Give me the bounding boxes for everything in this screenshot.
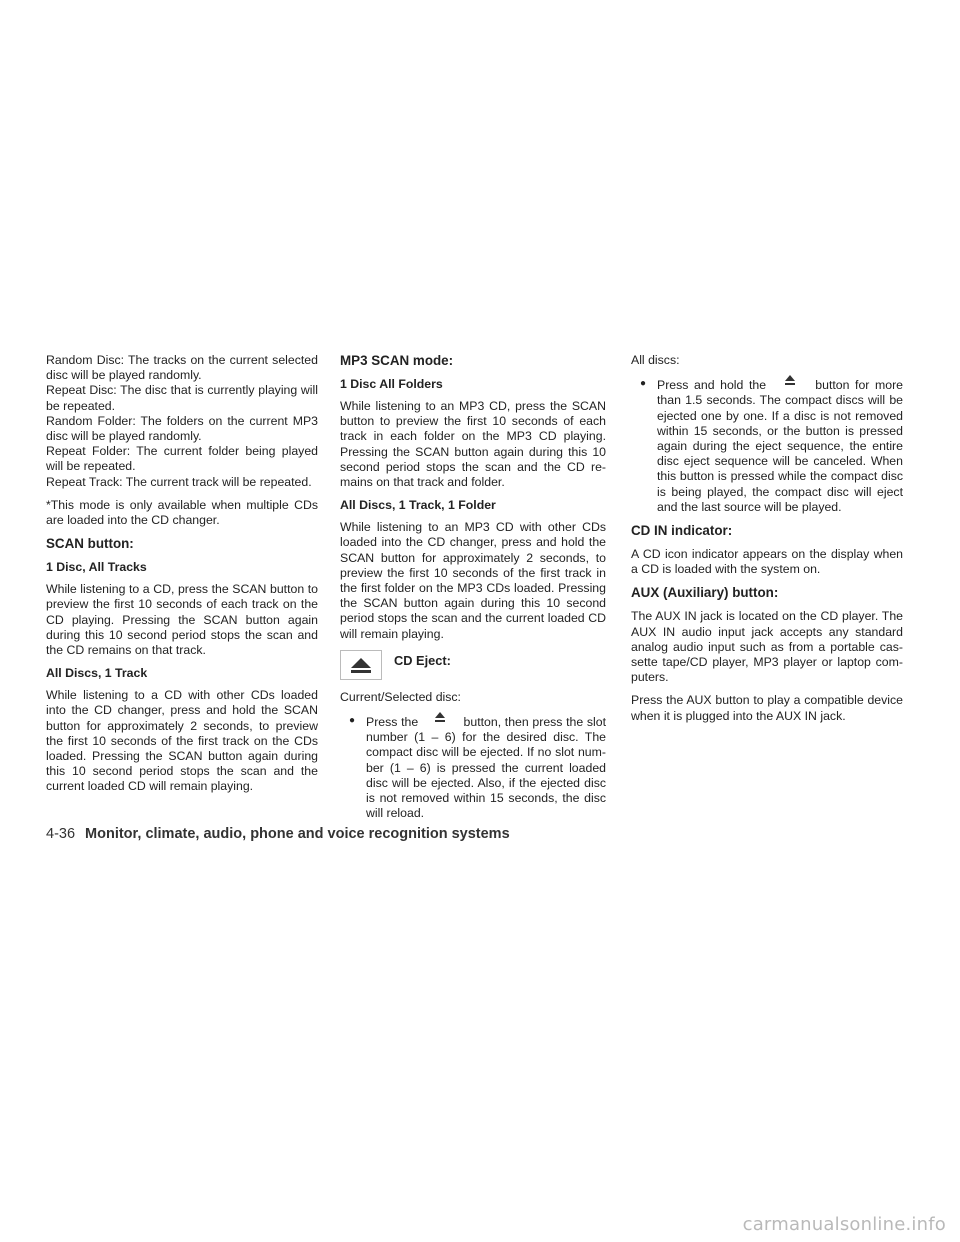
- all-discs-bullet: ● Press and hold the button for more than 1.5 seconds. The compact discs will be ejected one by one. If a disc is not removed within 15 seconds, or the button is pressed again during the eject sequence, the entire disc eject sequence will be canceled. When this button is pressed while the compact disc is being played, the compact disc will eject and the last source will be played.: [631, 376, 903, 515]
- cd-eject-title: CD Eject:: [394, 653, 451, 669]
- current-disc-label: Current/Selected disc:: [340, 689, 461, 704]
- random-disc-text: Random Disc: The tracks on the current selected disc will be played randomly.: [46, 353, 318, 383]
- current-disc-bullet: ● Press the button, then press the slot number (1 – 6) for the desired disc. The compact disc will be ejected. If no slot num- ber (1 – 6) is pressed the current loaded disc will be ejected. Also, if the ejected disc is not removed within 15 seconds, the disc will reload.: [340, 713, 606, 821]
- disc1-all-tracks-heading: 1 Disc, All Tracks: [46, 560, 147, 575]
- disc1-all-tracks-text: While listening to a CD, press the SCAN button to preview the first 10 seconds of each track on the CD playing. Pressing the SCAN button again during this 10 second period stops the scan and the CD remains on that track.: [46, 582, 318, 658]
- changer-note: *This mode is only available when multiple CDs are loaded into the CD changer.: [46, 497, 318, 528]
- section-title: Monitor, climate, audio, phone and voice recognition systems: [85, 826, 510, 842]
- repeat-track-text: Repeat Track: The current track will be repeated.: [46, 474, 312, 489]
- cd-in-indicator-heading: CD IN indicator:: [631, 523, 733, 539]
- aux-button-heading: AUX (Auxiliary) button:: [631, 585, 779, 601]
- column-3: [631, 353, 903, 732]
- disc1-all-folders-text: While listening to an MP3 CD, press the SCAN button to preview the first 10 seconds of each track in each folder on the MP3 CD playing. Pressing the SCAN button again during this 10 second period stops the scan and the CD re- mains on that track and folder.: [340, 399, 606, 490]
- all-discs-1-track-text: While listening to a CD with other CDs loaded into the CD changer, press and hold the SCAN button for approximately 2 seconds, to preview the first 10 seconds of the first track on the CDs loaded. Pressing the SCAN button again during this 10 second period stops the scan and the current loaded CD will remain playing.: [46, 688, 318, 794]
- all-discs-1-folder-heading: All Discs, 1 Track, 1 Folder: [340, 498, 496, 513]
- page-footer: [46, 826, 510, 842]
- cd-eject-header: [340, 650, 606, 680]
- aux-text-2: Press the AUX button to play a compatible device when it is plugged into the AUX IN jack.: [631, 693, 903, 723]
- cd-in-indicator-text: A CD icon indicator appears on the display when a CD is loaded with the system on.: [631, 547, 903, 577]
- eject-icon: [772, 376, 810, 390]
- scan-button-heading: SCAN button:: [46, 536, 134, 552]
- repeat-disc-text: Repeat Disc: The disc that is currently playing will be repeated.: [46, 383, 318, 413]
- all-discs-1-folder-text: While listening to an MP3 CD with other CDs loaded into the CD changer, press and hold the SCAN button for approximately 2 seconds, to preview the first 10 seconds of the first track in the first folder on the MP3 CDs loaded. Pressing the SCAN button again during this 10 second period stops the scan and the current loaded CD will remain playing.: [340, 520, 606, 641]
- aux-text-1: The AUX IN jack is located on the CD player. The AUX IN audio input jack accepts any standard analog audio input such as from a portable cas- sette tape/CD player, MP3 player or laptop com- puters.: [631, 609, 903, 685]
- bullet-dot-icon: ●: [640, 378, 647, 390]
- eject-icon: [422, 713, 460, 727]
- disc1-all-folders-heading: 1 Disc All Folders: [340, 377, 443, 391]
- mp3-scan-heading: MP3 SCAN mode:: [340, 353, 454, 368]
- page-number: 4-36: [46, 826, 76, 842]
- all-discs-1-track-heading: All Discs, 1 Track: [46, 666, 148, 681]
- column-1: [46, 353, 318, 803]
- eject-icon: [340, 650, 382, 680]
- column-2: [340, 353, 606, 829]
- all-discs-label: All discs:: [631, 353, 680, 367]
- watermark[interactable]: carmanualsonline.info: [742, 1214, 946, 1235]
- repeat-folder-text: Repeat Folder: The current folder being played will be repeated.: [46, 444, 318, 474]
- random-folder-text: Random Folder: The folders on the current MP3 disc will be played randomly.: [46, 413, 318, 444]
- bullet-dot-icon: ●: [349, 715, 356, 727]
